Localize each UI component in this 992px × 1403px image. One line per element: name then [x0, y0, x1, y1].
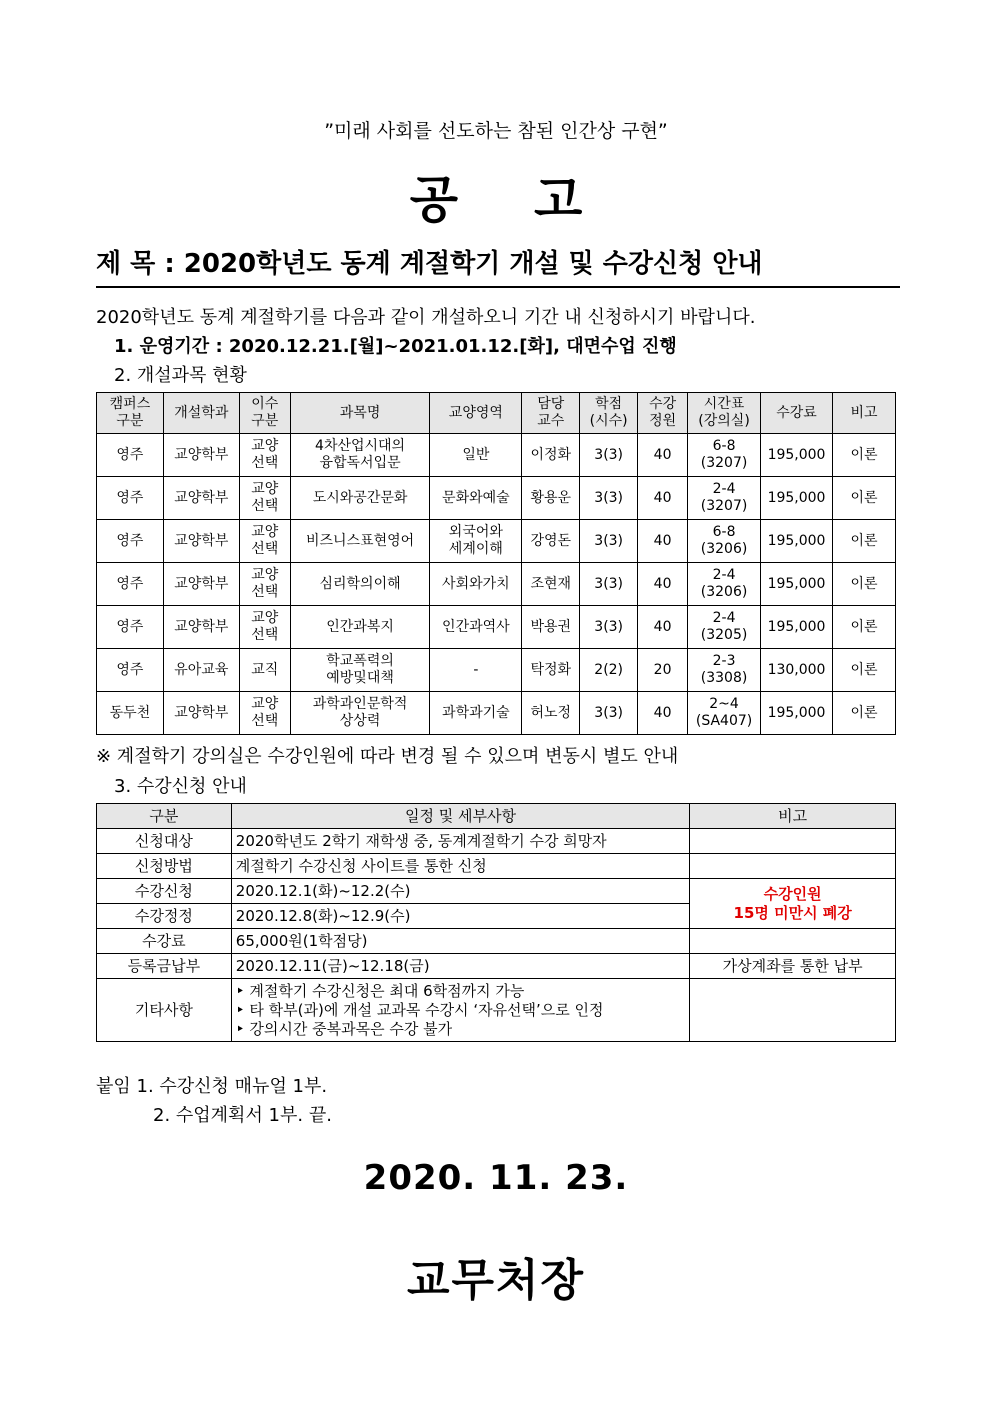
issue-date: 2020. 11. 23. [363, 1158, 629, 1198]
course-cell-line: 과학과기술 [442, 704, 510, 721]
course-cell-line: 교양 [251, 481, 279, 497]
course-cell [430, 520, 522, 563]
course-header-cell [97, 393, 164, 434]
enroll-detail: 2020학년도 2학기 재학생 중, 동계계절학기 수강 희망자 [231, 829, 690, 854]
course-cell [833, 606, 896, 649]
course-header-line: 담당 [537, 396, 565, 412]
course-cell-line: 교양학부 [174, 532, 229, 549]
course-cell-line: 195,000 [767, 575, 826, 592]
course-cell-line: 교양 [251, 438, 279, 454]
course-cell [163, 434, 239, 477]
course-cell [290, 606, 430, 649]
course-cell-line: 융합독서입문 [319, 455, 401, 471]
course-cell-line: - [473, 661, 479, 678]
course-cell [239, 606, 290, 649]
cancel-remark-line-1: 수강인원 [763, 884, 822, 903]
enroll-header-detail: 일정 및 세부사항 [231, 804, 690, 829]
course-cell-line: 선택 [251, 713, 279, 729]
subject-line: 제 목 : 2020학년도 동계 계절학기 개설 및 수강신청 안내 [96, 243, 900, 288]
cancel-remark [690, 879, 896, 929]
course-cell-line: 이론 [850, 446, 878, 463]
course-cell-line: 2-4 [712, 481, 736, 497]
course-cell [97, 649, 164, 692]
course-cell-line: 탁정화 [530, 661, 572, 678]
course-cell-line: 비즈니스표현영어 [305, 532, 415, 549]
course-cell-line: 교양학부 [174, 489, 229, 506]
course-cell [239, 692, 290, 735]
course-cell [638, 692, 688, 735]
table-row [97, 879, 896, 904]
course-cell [97, 520, 164, 563]
course-cell [239, 520, 290, 563]
intro-text: 2020학년도 동계 계절학기를 다음과 같이 개설하오니 기간 내 신청하시기 바랍니다. [96, 307, 756, 328]
enroll-label: 수강료 [97, 929, 232, 954]
table-row [97, 929, 896, 954]
course-cell [638, 563, 688, 606]
course-cell [688, 606, 761, 649]
course-header-cell [833, 393, 896, 434]
course-cell [522, 434, 580, 477]
enroll-detail: 2020.12.11(금)~12.18(금) [231, 954, 690, 979]
course-cell-line: 3(3) [594, 446, 624, 463]
course-cell-line: 박용권 [530, 618, 572, 635]
course-cell-line: 교양학부 [174, 704, 229, 721]
course-cell-line: 40 [653, 575, 672, 592]
enroll-label: 신청대상 [97, 829, 232, 854]
course-cell-line: 문화와예술 [442, 489, 510, 506]
course-cell-line: 20 [653, 661, 672, 678]
attachment-line-1: 붙임 1. 수강신청 매뉴얼 1부. [96, 1076, 328, 1097]
course-cell [688, 477, 761, 520]
course-cell [580, 477, 638, 520]
course-cell [688, 563, 761, 606]
course-cell [97, 434, 164, 477]
course-cell-line: 이론 [850, 489, 878, 506]
table-row [97, 854, 896, 879]
section-title-enroll: 3. 수강신청 안내 [114, 776, 247, 797]
course-cell-line: (3207) [700, 455, 748, 471]
course-header-line: 과목명 [339, 404, 381, 421]
course-cell [688, 692, 761, 735]
course-header-cell [580, 393, 638, 434]
course-cell [580, 434, 638, 477]
notice-heading [0, 160, 992, 232]
course-cell-line: 유아교육 [174, 661, 229, 678]
table-row [97, 434, 896, 477]
course-cell [522, 520, 580, 563]
course-header-line: 캠퍼스 [109, 396, 151, 412]
course-cell [580, 606, 638, 649]
enroll-detail: 2020.12.1(화)~12.2(수) [231, 879, 690, 904]
table-row [97, 954, 896, 979]
course-cell-line: 사회와가치 [442, 575, 510, 592]
course-cell [97, 477, 164, 520]
signer: 교무처장 [406, 1255, 585, 1306]
course-header-cell [761, 393, 833, 434]
course-header-line: 이수 [251, 396, 279, 412]
enroll-table [96, 803, 896, 1042]
course-cell-line: 이론 [850, 704, 878, 721]
motto: ”미래 사회를 선도하는 참된 인간상 구현” [324, 120, 668, 142]
course-cell [163, 606, 239, 649]
course-cell [522, 606, 580, 649]
course-cell-line: 3(3) [594, 575, 624, 592]
table-row [97, 563, 896, 606]
enroll-detail: 계절학기 수강신청 사이트를 통한 신청 [231, 854, 690, 879]
course-cell-line: 40 [653, 446, 672, 463]
course-header-line: 구분 [116, 413, 144, 429]
enroll-table-header [97, 804, 896, 829]
heading-char-2: 고 [534, 171, 583, 229]
course-cell-line: 195,000 [767, 618, 826, 635]
course-cell-line: 교양 [251, 524, 279, 540]
course-cell-line: 선택 [251, 541, 279, 557]
course-cell [761, 649, 833, 692]
course-cell [638, 477, 688, 520]
course-cell-line: 40 [653, 704, 672, 721]
course-cell [290, 692, 430, 735]
course-header-cell [290, 393, 430, 434]
course-cell-line: 인간과역사 [442, 618, 510, 635]
course-cell [97, 606, 164, 649]
course-cell [638, 520, 688, 563]
course-cell-line: 선택 [251, 627, 279, 643]
course-cell [430, 649, 522, 692]
course-cell-line: 2-4 [712, 567, 736, 583]
course-cell [290, 477, 430, 520]
course-cell-line: 외국어와 [448, 524, 503, 540]
course-cell [239, 563, 290, 606]
table-row [97, 829, 896, 854]
course-cell-line: 학교폭력의 [326, 653, 394, 669]
course-header-cell [688, 393, 761, 434]
course-cell [833, 649, 896, 692]
cancel-remark-line-2: 15명 미만시 폐강 [733, 903, 852, 922]
course-cell-line: (3206) [700, 541, 748, 557]
course-cell-line: 이정화 [530, 446, 572, 463]
course-cell-line: 교양학부 [174, 575, 229, 592]
enroll-label: 기타사항 [97, 979, 232, 1042]
course-cell [163, 477, 239, 520]
course-cell-line: 130,000 [767, 661, 826, 678]
course-cell-line: 6-8 [712, 524, 736, 540]
course-cell [761, 563, 833, 606]
course-table-header [97, 393, 896, 434]
course-cell-line: 인간과복지 [326, 618, 394, 635]
course-cell-line: 영주 [116, 489, 144, 506]
course-cell [833, 563, 896, 606]
course-header-cell [430, 393, 522, 434]
course-cell-line: 예방및대책 [326, 670, 394, 686]
course-cell [290, 649, 430, 692]
course-header-line: 학점 [595, 396, 623, 412]
course-cell-line: 6-8 [712, 438, 736, 454]
course-cell [430, 606, 522, 649]
course-cell [761, 477, 833, 520]
course-cell [761, 692, 833, 735]
course-cell-line: 2-4 [712, 610, 736, 626]
course-cell-line: 이론 [850, 575, 878, 592]
course-cell [580, 649, 638, 692]
course-cell-line: 3(3) [594, 704, 624, 721]
course-cell-line: 선택 [251, 498, 279, 514]
enroll-detail: 65,000원(1학점당) [231, 929, 690, 954]
course-cell [761, 434, 833, 477]
enroll-label: 등록금납부 [97, 954, 232, 979]
course-cell [430, 563, 522, 606]
course-cell-line: 2~4 [709, 696, 739, 712]
course-cell-line: (SA407) [695, 713, 753, 729]
attachment-line-2: 2. 수업계획서 1부. 끝. [153, 1105, 332, 1126]
other-bullet-1: ‣ 계절학기 수강신청은 최대 6학점까지 가능 [235, 981, 525, 1000]
course-header-line: 정원 [649, 413, 677, 429]
course-cell [290, 434, 430, 477]
course-cell-line: 세계이해 [448, 541, 503, 557]
course-cell-line: 영주 [116, 618, 144, 635]
course-cell-line: 이론 [850, 661, 878, 678]
section-title-courses: 2. 개설과목 현황 [114, 365, 247, 386]
course-cell [833, 477, 896, 520]
course-cell [688, 520, 761, 563]
course-cell [522, 477, 580, 520]
course-cell-line: 교양학부 [174, 618, 229, 635]
course-cell [430, 477, 522, 520]
other-bullet-3: ‣ 강의시간 중복과목은 수강 불가 [235, 1019, 453, 1038]
course-cell [239, 434, 290, 477]
course-cell-line: 3(3) [594, 532, 624, 549]
enroll-remark: 가상계좌를 통한 납부 [690, 954, 896, 979]
course-cell-line: (3206) [700, 584, 748, 600]
course-cell [239, 649, 290, 692]
enroll-header-remark: 비고 [690, 804, 896, 829]
course-header-line: 구분 [251, 413, 279, 429]
course-cell-line: 40 [653, 489, 672, 506]
course-cell-line: 조현재 [530, 575, 572, 592]
course-cell [163, 520, 239, 563]
enroll-label: 신청방법 [97, 854, 232, 879]
course-cell-line: 195,000 [767, 489, 826, 506]
course-cell [761, 606, 833, 649]
course-cell-line: 도시와공간문화 [312, 489, 408, 506]
course-header-line: 시간표 [703, 396, 745, 412]
course-header-cell [239, 393, 290, 434]
course-cell [290, 563, 430, 606]
course-cell-line: (3308) [700, 670, 748, 686]
table-row [97, 979, 896, 1042]
enroll-label: 수강신청 [97, 879, 232, 904]
course-cell [97, 692, 164, 735]
course-cell-line: 교양 [251, 610, 279, 626]
enroll-remark [690, 979, 896, 1042]
course-cell-line: 황용운 [530, 489, 572, 506]
attachments [96, 1072, 332, 1130]
course-cell [163, 649, 239, 692]
heading-char-1: 공 [409, 171, 458, 229]
enroll-detail: 2020.12.8(화)~12.9(수) [231, 904, 690, 929]
course-cell [638, 606, 688, 649]
course-cell [290, 520, 430, 563]
course-cell [522, 649, 580, 692]
course-cell [522, 563, 580, 606]
course-cell-line: 40 [653, 532, 672, 549]
course-cell-line: 선택 [251, 455, 279, 471]
enroll-remark [690, 829, 896, 854]
course-cell-line: 3(3) [594, 489, 624, 506]
course-cell [239, 477, 290, 520]
course-table [96, 392, 896, 735]
course-cell [833, 520, 896, 563]
course-cell-line: (3205) [700, 627, 748, 643]
course-cell-line: 40 [653, 618, 672, 635]
course-header-line: 수강 [649, 396, 677, 412]
enroll-label: 수강정정 [97, 904, 232, 929]
course-header-line: 교양영역 [448, 404, 503, 421]
table-row [97, 606, 896, 649]
course-cell [580, 520, 638, 563]
course-cell-line: 2(2) [594, 661, 624, 678]
course-cell [688, 434, 761, 477]
course-cell [833, 692, 896, 735]
course-cell [638, 434, 688, 477]
course-cell-line: 강영돈 [530, 532, 572, 549]
course-header-line: 교수 [537, 413, 565, 429]
course-header-line: 수강료 [776, 404, 817, 421]
course-cell-line: 일반 [462, 446, 490, 463]
course-cell [580, 563, 638, 606]
table-row [97, 649, 896, 692]
course-cell [833, 434, 896, 477]
course-header-cell [522, 393, 580, 434]
course-cell-line: 상상력 [339, 713, 381, 729]
course-cell [430, 692, 522, 735]
course-cell-line: 영주 [116, 661, 144, 678]
enroll-header-category: 구분 [97, 804, 232, 829]
course-cell-line: 영주 [116, 575, 144, 592]
course-cell-line: 교양 [251, 567, 279, 583]
course-header-cell [638, 393, 688, 434]
enroll-remark [690, 929, 896, 954]
course-cell-line: 195,000 [767, 704, 826, 721]
enroll-detail [231, 979, 690, 1042]
course-cell-line: 허노정 [530, 704, 572, 721]
course-cell-line: 이론 [850, 618, 878, 635]
table-row [97, 692, 896, 735]
course-cell-line: 영주 [116, 446, 144, 463]
course-cell [638, 649, 688, 692]
classroom-note: ※ 계절학기 강의실은 수강인원에 따라 변경 될 수 있으며 변동시 별도 안내 [96, 746, 679, 767]
course-header-cell [163, 393, 239, 434]
course-cell-line: 교직 [251, 661, 279, 678]
course-cell [163, 692, 239, 735]
table-row [97, 520, 896, 563]
course-cell-line: 영주 [116, 532, 144, 549]
course-header-line: (시수) [589, 413, 628, 429]
course-cell [522, 692, 580, 735]
course-cell-line: 교양학부 [174, 446, 229, 463]
course-cell-line: 4차산업시대의 [315, 438, 406, 454]
course-cell [430, 434, 522, 477]
course-header-line: (강의실) [698, 413, 750, 429]
other-bullet-2: ‣ 타 학부(과)에 개설 교과목 수강시 ‘자유선택’으로 인정 [235, 1000, 604, 1019]
course-cell-line: 이론 [850, 532, 878, 549]
table-row [97, 477, 896, 520]
course-cell [761, 520, 833, 563]
course-cell-line: 심리학의이해 [319, 575, 401, 592]
course-cell-line: 교양 [251, 696, 279, 712]
operation-period: 1. 운영기간 : 2020.12.21.[월]~2021.01.12.[화], 대면수업 진행 [114, 336, 677, 357]
course-cell [163, 563, 239, 606]
course-cell-line: 2-3 [712, 653, 736, 669]
course-header-line: 비고 [850, 404, 878, 421]
course-cell-line: (3207) [700, 498, 748, 514]
course-cell [580, 692, 638, 735]
course-cell-line: 3(3) [594, 618, 624, 635]
course-cell [97, 563, 164, 606]
course-header-line: 개설학과 [174, 404, 229, 421]
course-cell [688, 649, 761, 692]
course-cell-line: 과학과인문학적 [312, 696, 408, 712]
enroll-remark [690, 854, 896, 879]
course-cell-line: 동두천 [109, 704, 151, 721]
course-cell-line: 선택 [251, 584, 279, 600]
course-cell-line: 195,000 [767, 446, 826, 463]
course-cell-line: 195,000 [767, 532, 826, 549]
